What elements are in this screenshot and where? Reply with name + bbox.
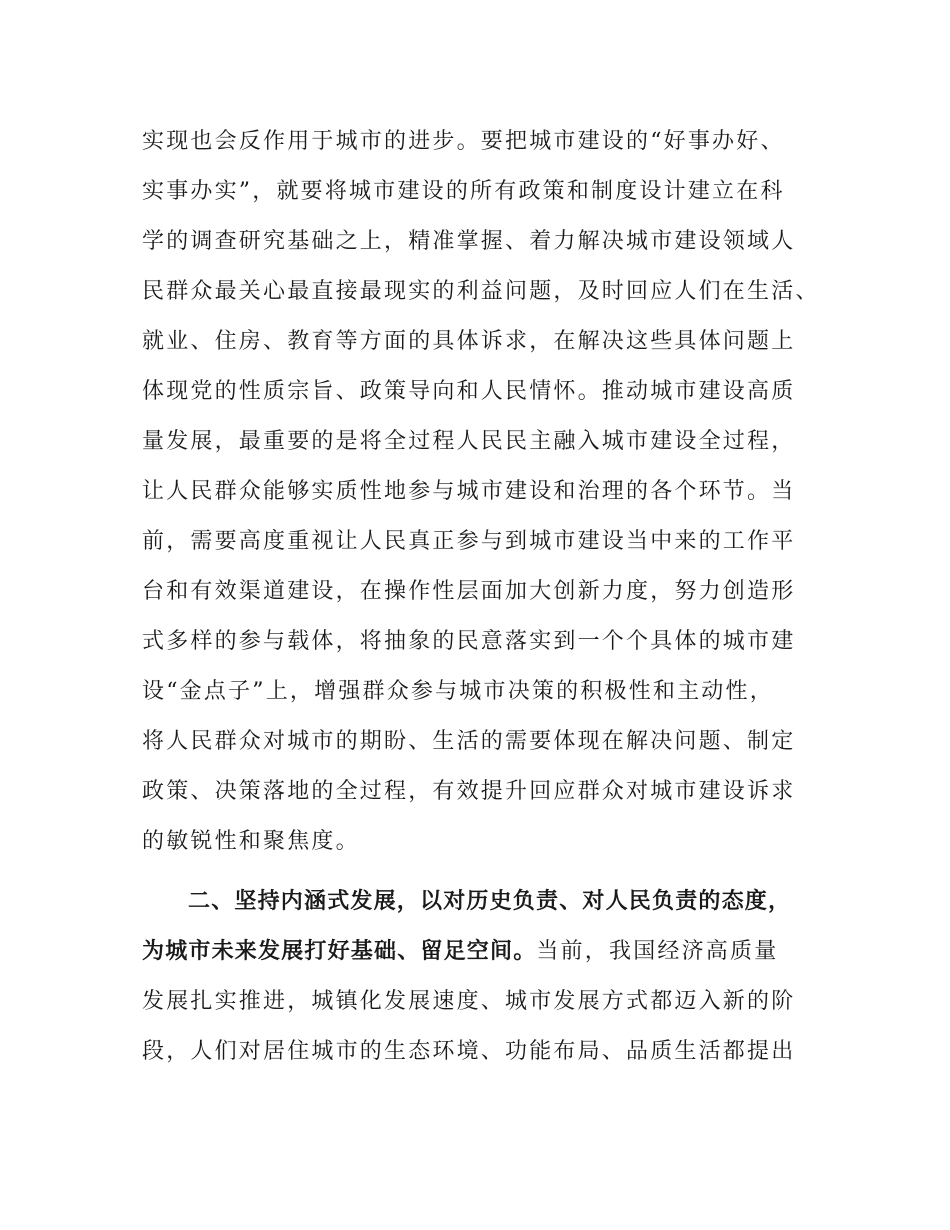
text-line: 发展扎实推进，城镇化发展速度、城市发展方式都迈入新的阶: [142, 989, 796, 1014]
section-heading-line-1: 二、坚持内涵式发展，以对历史负责、对人民负责的态度，: [188, 889, 792, 914]
text-line: 式多样的参与载体，将抽象的民意落实到一个个具体的城市建: [142, 629, 796, 654]
section-heading-line-2: [142, 927, 842, 977]
text-line: 学的调查研究基础之上，精准掌握、着力解决城市建设领域人: [142, 229, 796, 254]
text-line: 体现党的性质宗旨、政策导向和人民情怀。推动城市建设高质: [142, 379, 796, 404]
text-line: 前，需要高度重视让人民真正参与到城市建设当中来的工作平: [142, 529, 796, 554]
text-line: 实事办实”，就要将城市建设的所有政策和制度设计建立在科: [142, 179, 785, 204]
section-heading-rest-text: 当前，我国经济高质量: [536, 939, 779, 964]
text-line: 就业、住房、教育等方面的具体诉求，在解决这些具体问题上: [142, 329, 796, 354]
body-paragraph-1: [142, 117, 842, 867]
text-line: 台和有效渠道建设，在操作性层面加大创新力度，努力创造形: [142, 579, 796, 604]
body-paragraph-2: [142, 877, 842, 1077]
text-line: 设“金点子”上，增强群众参与城市决策的积极性和主动性，: [142, 679, 774, 704]
text-line: 民群众最关心最直接最现实的利益问题，及时回应人们在生活、: [142, 279, 820, 304]
text-line: 实现也会反作用于城市的进步。要把城市建设的“好事办好、: [142, 129, 785, 154]
text-line: 段，人们对居住城市的生态环境、功能布局、品质生活都提出: [142, 1039, 796, 1064]
text-line: 的敏锐性和聚焦度。: [142, 829, 360, 854]
text-line: 量发展，最重要的是将全过程人民民主融入城市建设全过程，: [142, 429, 796, 454]
section-heading-bold-text: 为城市未来发展打好基础、留足空间。: [142, 939, 537, 964]
text-line: 将人民群众对城市的期盼、生活的需要体现在解决问题、制定: [142, 729, 796, 754]
text-line: 让人民群众能够实质性地参与城市建设和治理的各个环节。当: [142, 479, 796, 504]
text-line: 政策、决策落地的全过程，有效提升回应群众对城市建设诉求: [142, 779, 796, 804]
